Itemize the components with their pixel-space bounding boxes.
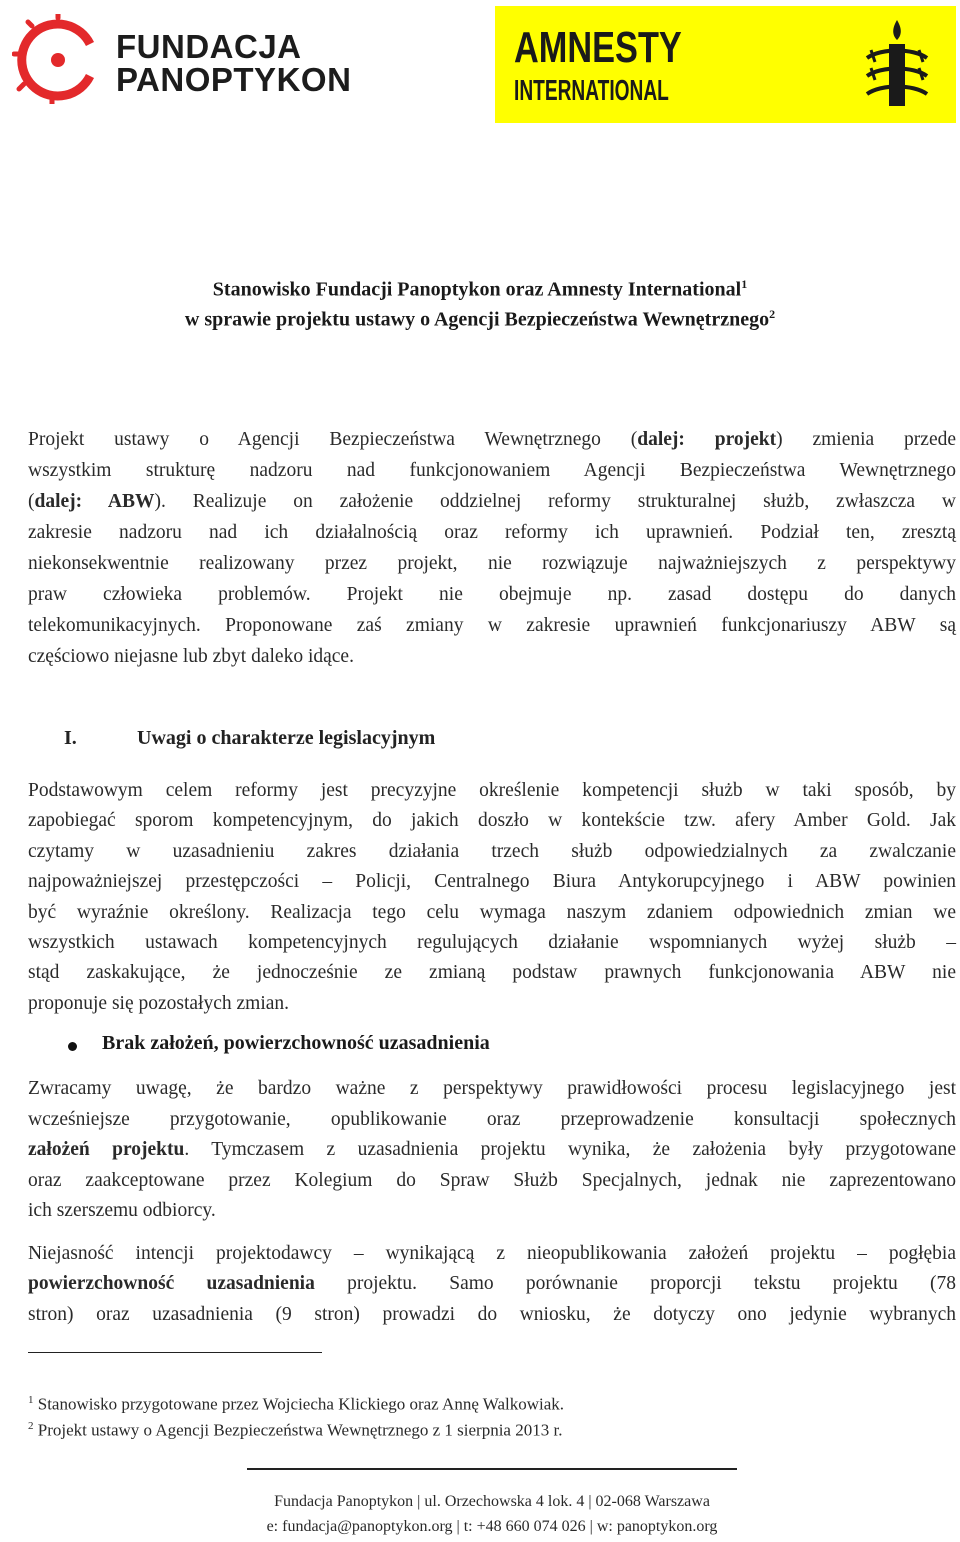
section1-line: być wyraźnie określony. Realizacja tego celu wymaga naszym zdaniem odpowiednich zmian we <box>28 902 956 923</box>
intro-line: praw człowieka problemów. Projekt nie obejmuje np. zasad dostępu do danych <box>28 584 956 605</box>
section1-line: zapobiegać sporom kompetencyjnym, do jakich doszło w kontekście tzw. afery Amber Gold. Jak <box>28 810 956 831</box>
section-number: I. <box>64 727 77 749</box>
footnote-divider <box>28 1352 322 1353</box>
candle-barbed-wire-icon <box>861 18 933 110</box>
footnote-ref-1: 1 <box>741 277 748 291</box>
amnesty-logo <box>495 6 956 123</box>
amnesty-name-line2: INTERNATIONAL <box>514 75 669 107</box>
footnote-2: $^2$ Projekt ustawy o Agencji Bezpieczeństwa Wewnętrznego z 1 sierpnia 2013 r. <box>28 1420 563 1440</box>
amnesty-name-line1: AMNESTY <box>514 23 682 72</box>
document-title-line1: Stanowisko Fundacji Panoptykon oraz Amnesty International$^1$ <box>212 277 748 301</box>
intro-line: telekomunikacyjnych. Proponowane zaś zmiany w zakresie uprawnień funkcjonariuszy ABW są <box>28 615 956 636</box>
footnote-1: $^1$ Stanowisko przygotowane przez Wojciecha Klickiego oraz Annę Walkowiak. <box>28 1394 565 1414</box>
para2-line: Zwracamy uwagę, że bardzo ważne z perspektywy prawidłowości procesu legislacyjnego jest <box>28 1078 956 1099</box>
panoptykon-name-line1: FUNDACJA <box>116 28 302 65</box>
intro-line: (dalej: ABW). Realizuje on założenie oddzielnej reformy strukturalnej służb, zwłaszcza w <box>28 491 957 512</box>
document-title-line2: w sprawie projektu ustawy o Agencji Bezpieczeństwa Wewnętrznego$^2$ <box>184 307 776 331</box>
para2-line: ich szerszemu odbiorcy. <box>28 1200 216 1221</box>
section-heading: Uwagi o charakterze legislacyjnym <box>137 727 436 749</box>
para3-line: stron) oraz uzasadnienia (9 stron) prowadzi do wniosku, że dotyczy ono jedynie wybranych <box>28 1304 956 1325</box>
section1-line: najpoważniejszej przestępczości – Policji, Centralnego Biura Antykorupcyjnego i ABW powinien <box>28 871 956 892</box>
intro-line: częściowo niejasne lub zbyt daleko idące. <box>28 646 354 667</box>
section1-line: stąd zaskakujące, że jednocześnie ze zmianą podstaw prawnych funkcjonowania ABW nie <box>28 962 956 983</box>
bullet-icon <box>68 1042 77 1051</box>
bullet-heading: Brak założeń, powierzchowność uzasadnienia <box>102 1032 490 1054</box>
para2-line: założeń projektu. Tymczasem z uzasadnienia projektu wynika, że założenia były przygotowane <box>28 1139 956 1160</box>
intro-line: wszystkim strukturę nadzoru nad funkcjonowaniem Agencji Bezpieczeństwa Wewnętrznego <box>28 460 956 481</box>
section1-line: czytamy w uzasadnieniu zakres działania trzech służb odpowiedzialnych za zwalczanie <box>28 841 956 862</box>
para3-line: powierzchowność uzasadnienia projektu. Samo porównanie proporcji tekstu projektu (78 <box>28 1273 956 1294</box>
section1-line: wszystkich ustawach kompetencyjnych regulujących działanie wspomnianych wyżej służb – <box>28 932 956 953</box>
para2-line: oraz zaakceptowane przez Kolegium do Spraw Służb Specjalnych, jednak nie zaprezentowano <box>28 1170 956 1191</box>
panoptykon-name-line2: PANOPTYKON <box>116 61 352 98</box>
footer-address: Fundacja Panoptykon | ul. Orzechowska 4 lok. 4 | 02-068 Warszawa <box>274 1493 710 1510</box>
intro-line: niekonsekwentnie realizowany przez projekt, nie rozwiązuje najważniejszych z perspektywy <box>28 553 956 574</box>
panoptykon-logo <box>12 14 352 104</box>
panoptykon-eye-icon <box>12 14 104 104</box>
intro-line: zakresie nadzoru nad ich działalnością oraz reformy ich uprawnień. Podział ten, zresztą <box>28 522 956 543</box>
footnote-ref-2: 2 <box>769 307 776 321</box>
para3-line: Niejasność intencji projektodawcy – wynikającą z nieopublikowania założeń projektu – pogłębia <box>28 1243 956 1264</box>
footer-contact: e: fundacja@panoptykon.org | t: +48 660 074 026 | w: panoptykon.org <box>266 1518 718 1535</box>
para2-line: wcześniejsze przygotowanie, opublikowanie oraz przeprowadzenie konsultacji społecznych <box>28 1109 956 1130</box>
intro-line: Projekt ustawy o Agencji Bezpieczeństwa Wewnętrznego (dalej: projekt) zmienia przede <box>28 429 957 450</box>
section1-line: proponuje się pozostałych zmian. <box>28 993 290 1014</box>
section1-line: Podstawowym celem reformy jest precyzyjne określenie kompetencji służb w taki sposób, by <box>28 780 956 801</box>
footer-divider <box>247 1468 737 1470</box>
